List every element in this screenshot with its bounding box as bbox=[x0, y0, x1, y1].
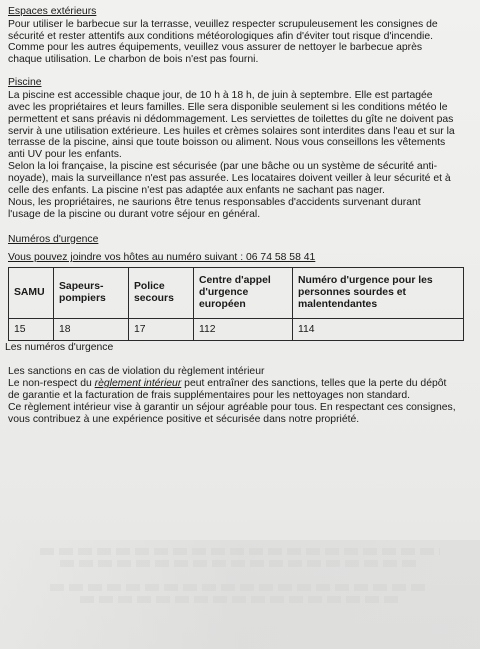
text-run: peut entraîner des sanctions, telles que la perte du dépôt bbox=[181, 378, 447, 390]
emergency-numbers-table bbox=[8, 267, 464, 341]
section-espaces-exterieurs bbox=[8, 6, 472, 66]
table-cell: 17 bbox=[129, 319, 194, 341]
table-cell: 112 bbox=[194, 319, 293, 341]
paragraph-line: Selon la loi française, la piscine est sécurisée (par une bâche ou un système de sécurité anti- bbox=[8, 161, 438, 173]
paragraph-line: sécurité et rester attentifs aux conditions météorologiques afin d'éviter tout risque d'incendie. bbox=[8, 30, 434, 42]
text-run: Le non-respect du bbox=[8, 378, 95, 390]
table-caption: Les numéros d'urgence bbox=[5, 342, 114, 354]
table-cell: 18 bbox=[54, 319, 129, 341]
heading-espaces-exterieurs: Espaces extérieurs bbox=[8, 6, 97, 17]
paragraph-line: de garantie et la facturation de frais supplémentaires pour les nettoyages non standard. bbox=[8, 390, 411, 402]
paragraph-line: chaque utilisation. Le charbon de bois n'est pas fourni. bbox=[8, 54, 259, 66]
paragraph-line: noyade), mais la surveillance n'est pas assurée. Les locataires doivent veiller à leur sécurité et à bbox=[8, 173, 451, 185]
paragraph-line: Comme pour les autres équipements, veuillez vous assurer de nettoyer le barbecue après bbox=[8, 42, 423, 54]
sanctions-title: Les sanctions en cas de violation du règlement intérieur bbox=[8, 366, 265, 378]
paragraph-line: celle des enfants. La piscine n'est pas adaptée aux enfants ne sachant pas nager. bbox=[8, 185, 385, 197]
paragraph-line: avec les propriétaires et leurs familles. Elle sera disponible seulement si les conditions météo le bbox=[8, 101, 448, 113]
paragraph-line: vous contribuez à une expérience positive et sécurisée dans notre propriété. bbox=[8, 413, 360, 425]
heading-numeros-urgence: Numéros d'urgence bbox=[8, 233, 99, 245]
section-sanctions bbox=[8, 366, 472, 426]
table-header-cell: SAMU bbox=[9, 268, 54, 319]
host-phone-line: Vous pouvez joindre vos hôtes au numéro suivant : 06 74 58 58 41 bbox=[8, 252, 316, 264]
table-row bbox=[9, 319, 464, 341]
heading-piscine: Piscine bbox=[8, 77, 42, 89]
section-piscine bbox=[8, 77, 472, 221]
paragraph-line: La piscine est accessible chaque jour, de 10 h à 18 h, de juin à septembre. Elle est partagée bbox=[8, 89, 433, 101]
table-header-cell: Police secours bbox=[129, 268, 194, 319]
document-content bbox=[5, 6, 472, 426]
paragraph-line: servir à une utilisation extérieure. Les huiles et crèmes solaires sont interdites dans l'eau et sur la bbox=[8, 125, 455, 137]
table-header-row bbox=[9, 268, 464, 319]
reglement-interieur-link[interactable]: règlement intérieur bbox=[94, 378, 182, 390]
paragraph-line: Nous, les propriétaires, ne saurions être tenus responsables d'accidents survenant durant bbox=[8, 196, 421, 208]
paragraph-line: anti UV pour les enfants. bbox=[8, 149, 122, 161]
table-cell: 114 bbox=[293, 319, 464, 341]
table-header-cell: Numéro d'urgence pour les personnes sourdes et malentendantes bbox=[293, 268, 464, 319]
table-header-cell: Centre d'appel d'urgence européen bbox=[194, 268, 293, 319]
paragraph-line: Pour utiliser le barbecue sur la terrasse, veuillez respecter scrupuleusement les consignes de bbox=[8, 18, 438, 30]
page-shadow bbox=[0, 540, 480, 649]
paragraph-line: permettent et sans préavis ni dédommagement. Les serviettes de toilettes du gîte ne doivent pas bbox=[8, 113, 454, 125]
paragraph-line: Ce règlement intérieur vise à garantir un séjour agréable pour tous. En respectant ces consignes, bbox=[8, 402, 456, 413]
paragraph-line: l'usage de la piscine ou durant votre séjour en général. bbox=[8, 208, 261, 220]
paragraph-line: terrasse de la piscine, ainsi que toute boisson ou aliment. Nous vous conseillons les vêtements bbox=[8, 137, 446, 149]
section-numeros-urgence bbox=[5, 233, 472, 355]
paragraph-line bbox=[8, 378, 472, 390]
table-cell: 15 bbox=[9, 319, 54, 341]
table-header-cell: Sapeurs-pompiers bbox=[54, 268, 129, 319]
